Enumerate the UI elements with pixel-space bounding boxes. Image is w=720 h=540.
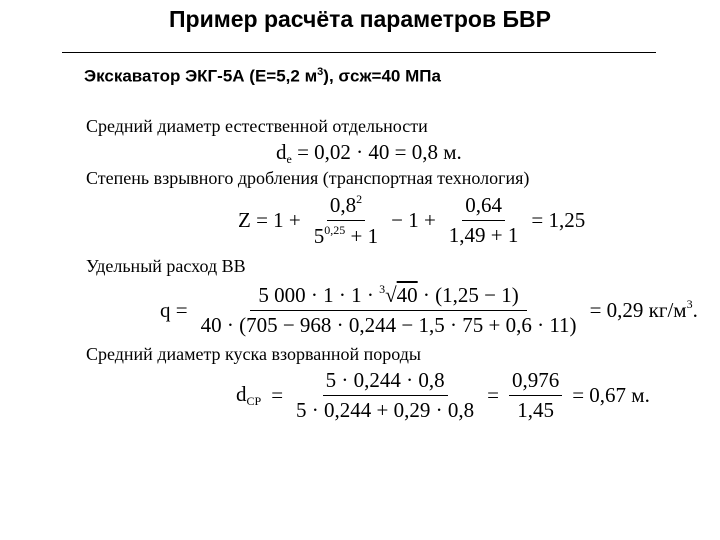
eq2-num2: 0,64 <box>462 193 505 221</box>
eq2-mid: − 1 + <box>391 208 436 232</box>
eq1-var: d <box>276 140 287 164</box>
eq3-num-pre: 5 000 · 1 · 1 · <box>258 283 380 307</box>
eq4-num: 5 · 0,244 · 0,8 <box>323 368 448 396</box>
eq4-eq: = <box>271 383 284 407</box>
eq4-fraction-1 <box>293 368 477 423</box>
eq3-root-index: 3 <box>379 282 386 296</box>
eq3-result-exp: 3 <box>686 297 693 311</box>
eq3-root-body: 40 <box>396 283 418 307</box>
eq2-fraction-1 <box>311 192 381 249</box>
eq3-fraction <box>198 282 580 338</box>
formula-blasted-piece-diameter <box>236 368 650 423</box>
root-sign-icon: √ <box>385 283 397 307</box>
subtitle-prefix: Экскаватор ЭКГ-5А (Е=5,2 м <box>84 66 318 86</box>
eq2-den1-exp: 0,25 <box>324 223 346 237</box>
eq4-den: 5 · 0,244 + 0,29 · 0,8 <box>296 398 475 422</box>
section-label-blasted-piece-diameter: Средний диаметр куска взорванной породы <box>86 344 422 364</box>
eq4-den2: 1,45 <box>517 398 554 422</box>
subtitle-exponent: 3 <box>317 66 324 78</box>
section-label-natural-diameter: Средний диаметр естественной отдельности <box>86 116 428 136</box>
eq2-num1-exp: 2 <box>356 192 363 206</box>
eq1-sub: e <box>286 152 292 166</box>
excavator-subtitle <box>84 66 441 87</box>
eq2-num1: 0,8 <box>329 193 357 217</box>
formula-natural-diameter <box>276 140 462 167</box>
eq3-result <box>590 297 698 323</box>
eq3-result-value: = 0,29 кг/м <box>589 298 687 322</box>
eq4-fraction-2 <box>509 368 562 423</box>
eq2-den1-tail: + 1 <box>345 224 379 248</box>
eq4-eq2: = <box>487 383 499 407</box>
eq3-var: q = <box>160 297 188 322</box>
section-label-fragmentation-degree: Степень взрывного дробления (транспортная технология) <box>86 168 530 188</box>
eq2-fraction-2 <box>446 193 522 248</box>
eq3-den: 40 · (705 − 968 · 0,244 − 1,5 · 75 + 0,6 · 11) <box>200 313 577 337</box>
eq1-rhs: = 0,02 · 40 = 0,8 м. <box>297 140 462 164</box>
eq2-den2: 1,49 + 1 <box>448 223 519 247</box>
eq2-den1-base: 5 <box>313 224 325 248</box>
eq3-num-post: · (1,25 − 1) <box>417 283 519 307</box>
eq2-var: Z = 1 + <box>238 208 301 232</box>
formula-specific-consumption <box>160 282 698 338</box>
page-title: Пример расчёта параметров БВР <box>169 6 551 32</box>
section-label-specific-consumption: Удельный расход ВВ <box>86 256 246 276</box>
eq3-result-end: . <box>692 298 698 322</box>
eq4-var: d <box>236 382 247 406</box>
eq4-num2: 0,976 <box>509 368 562 396</box>
title-divider <box>62 52 656 53</box>
eq4-sub: CP <box>246 394 262 408</box>
subtitle-suffix: ), σсж=40 МПа <box>323 66 441 86</box>
formula-fragmentation-degree <box>238 192 585 249</box>
eq2-result: = 1,25 <box>531 208 586 232</box>
eq4-result: = 0,67 м. <box>572 383 650 407</box>
